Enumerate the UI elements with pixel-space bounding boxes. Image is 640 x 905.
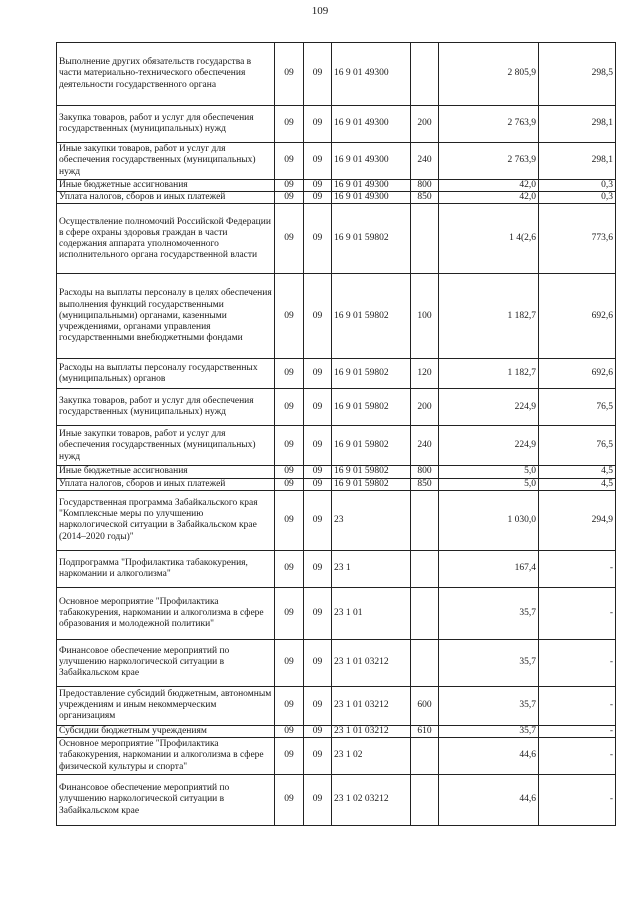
row-amount-planned: 44,6 xyxy=(439,738,539,775)
row-amount-planned: 35,7 xyxy=(439,725,539,737)
row-expense-type: 850 xyxy=(411,192,439,204)
table-row xyxy=(57,143,616,180)
table-row xyxy=(57,359,616,389)
row-section: 09 xyxy=(275,639,304,686)
row-amount-planned: 35,7 xyxy=(439,686,539,725)
row-section: 09 xyxy=(275,359,304,389)
row-amount-executed: - xyxy=(539,639,616,686)
row-section: 09 xyxy=(275,775,304,826)
table-row xyxy=(57,478,616,490)
table-row xyxy=(57,490,616,550)
row-amount-executed: - xyxy=(539,686,616,725)
row-name: Иные закупки товаров, работ и услуг для обеспечения государственных (муниципальных) нужд xyxy=(57,426,275,466)
row-expense-type: 120 xyxy=(411,359,439,389)
row-name: Иные бюджетные ассигнования xyxy=(57,180,275,192)
row-target-article: 23 1 xyxy=(332,550,411,587)
row-amount-executed: - xyxy=(539,775,616,826)
row-section: 09 xyxy=(275,550,304,587)
row-amount-executed: 4,5 xyxy=(539,466,616,478)
row-section: 09 xyxy=(275,274,304,359)
row-section: 09 xyxy=(275,204,304,274)
row-subsection: 09 xyxy=(304,775,332,826)
row-expense-type: 240 xyxy=(411,143,439,180)
row-name: Основное мероприятие "Профилактика табакокурения, наркомании и алкоголизма в сфере образования и молодежной политики" xyxy=(57,587,275,639)
row-subsection: 09 xyxy=(304,192,332,204)
row-amount-planned: 42,0 xyxy=(439,192,539,204)
row-name: Иные бюджетные ассигнования xyxy=(57,466,275,478)
row-amount-planned: 2 763,9 xyxy=(439,106,539,143)
table-row xyxy=(57,725,616,737)
row-target-article: 23 1 01 03212 xyxy=(332,686,411,725)
row-target-article: 16 9 01 59802 xyxy=(332,426,411,466)
row-target-article: 23 1 02 03212 xyxy=(332,775,411,826)
row-amount-planned: 2 805,9 xyxy=(439,43,539,106)
row-target-article: 23 1 01 03212 xyxy=(332,639,411,686)
row-amount-planned: 224,9 xyxy=(439,426,539,466)
row-section: 09 xyxy=(275,143,304,180)
row-amount-executed: 298,5 xyxy=(539,43,616,106)
table-row xyxy=(57,106,616,143)
table-row xyxy=(57,192,616,204)
row-amount-executed: 76,5 xyxy=(539,389,616,426)
table-row xyxy=(57,274,616,359)
row-amount-executed: - xyxy=(539,738,616,775)
row-amount-planned: 1 182,7 xyxy=(439,274,539,359)
row-expense-type: 200 xyxy=(411,106,439,143)
row-subsection: 09 xyxy=(304,143,332,180)
row-amount-executed: 298,1 xyxy=(539,106,616,143)
row-expense-type: 600 xyxy=(411,686,439,725)
row-name: Уплата налогов, сборов и иных платежей xyxy=(57,192,275,204)
row-target-article: 16 9 01 49300 xyxy=(332,180,411,192)
row-expense-type xyxy=(411,43,439,106)
row-subsection: 09 xyxy=(304,686,332,725)
row-name: Финансовое обеспечение мероприятий по улучшению наркологической ситуации в Забайкальском крае xyxy=(57,775,275,826)
row-target-article: 23 1 01 03212 xyxy=(332,725,411,737)
row-name: Расходы на выплаты персоналу в целях обеспечения выполнения функций государственными (муниципальными) органами, казенными учреждениями, органами управления государственными внебюджетными фондами xyxy=(57,274,275,359)
row-target-article: 16 9 01 49300 xyxy=(332,106,411,143)
row-subsection: 09 xyxy=(304,478,332,490)
row-target-article: 16 9 01 59802 xyxy=(332,359,411,389)
row-section: 09 xyxy=(275,686,304,725)
row-amount-executed: 692,6 xyxy=(539,359,616,389)
row-subsection: 09 xyxy=(304,359,332,389)
row-subsection: 09 xyxy=(304,274,332,359)
row-amount-executed: 692,6 xyxy=(539,274,616,359)
row-amount-planned: 1 182,7 xyxy=(439,359,539,389)
row-amount-planned: 5,0 xyxy=(439,478,539,490)
row-subsection: 09 xyxy=(304,466,332,478)
row-subsection: 09 xyxy=(304,43,332,106)
row-amount-executed: 298,1 xyxy=(539,143,616,180)
table-row xyxy=(57,639,616,686)
page-number: 109 xyxy=(311,5,329,17)
row-target-article: 16 9 01 49300 xyxy=(332,143,411,180)
row-section: 09 xyxy=(275,192,304,204)
row-target-article: 16 9 01 59802 xyxy=(332,478,411,490)
row-target-article: 16 9 01 59802 xyxy=(332,389,411,426)
row-subsection: 09 xyxy=(304,738,332,775)
budget-table-body xyxy=(57,43,616,826)
row-name: Подпрограмма "Профилактика табакокурения, наркомании и алкоголизма" xyxy=(57,550,275,587)
row-expense-type xyxy=(411,204,439,274)
row-name: Государственная программа Забайкальского края "Комплексные меры по улучшению наркологической ситуации в Забайкальском крае (2014–2020 годы)" xyxy=(57,490,275,550)
row-subsection: 09 xyxy=(304,426,332,466)
row-section: 09 xyxy=(275,180,304,192)
row-name: Расходы на выплаты персоналу государственных (муниципальных) органов xyxy=(57,359,275,389)
row-section: 09 xyxy=(275,43,304,106)
row-name: Финансовое обеспечение мероприятий по улучшению наркологической ситуации в Забайкальском крае xyxy=(57,639,275,686)
row-amount-executed: 0,3 xyxy=(539,180,616,192)
row-name: Закупка товаров, работ и услуг для обеспечения государственных (муниципальных) нужд xyxy=(57,389,275,426)
table-row xyxy=(57,775,616,826)
table-row xyxy=(57,550,616,587)
table-row xyxy=(57,204,616,274)
table-row xyxy=(57,686,616,725)
row-amount-planned: 44,6 xyxy=(439,775,539,826)
row-amount-executed: 0,3 xyxy=(539,192,616,204)
row-name: Основное мероприятие "Профилактика табакокурения, наркомании и алкоголизма в сфере физической культуры и спорта" xyxy=(57,738,275,775)
row-expense-type: 240 xyxy=(411,426,439,466)
row-target-article: 23 1 01 xyxy=(332,587,411,639)
row-subsection: 09 xyxy=(304,490,332,550)
row-amount-planned: 167,4 xyxy=(439,550,539,587)
table-row xyxy=(57,389,616,426)
row-amount-planned: 2 763,9 xyxy=(439,143,539,180)
row-name: Выполнение других обязательств государства в части материально-технического обеспечения деятельности государственного органа xyxy=(57,43,275,106)
row-amount-executed: - xyxy=(539,725,616,737)
row-expense-type xyxy=(411,738,439,775)
row-amount-executed: 773,6 xyxy=(539,204,616,274)
row-target-article: 16 9 01 59802 xyxy=(332,204,411,274)
row-subsection: 09 xyxy=(304,389,332,426)
row-name: Субсидии бюджетным учреждениям xyxy=(57,725,275,737)
row-expense-type xyxy=(411,587,439,639)
row-subsection: 09 xyxy=(304,639,332,686)
row-expense-type xyxy=(411,490,439,550)
table-row xyxy=(57,180,616,192)
row-section: 09 xyxy=(275,426,304,466)
row-target-article: 16 9 01 49300 xyxy=(332,43,411,106)
row-amount-planned: 35,7 xyxy=(439,587,539,639)
row-amount-planned: 42,0 xyxy=(439,180,539,192)
row-target-article: 16 9 01 59802 xyxy=(332,274,411,359)
row-name: Иные закупки товаров, работ и услуг для обеспечения государственных (муниципальных) нужд xyxy=(57,143,275,180)
row-amount-planned: 224,9 xyxy=(439,389,539,426)
row-section: 09 xyxy=(275,490,304,550)
row-amount-executed: 76,5 xyxy=(539,426,616,466)
table-row xyxy=(57,466,616,478)
row-section: 09 xyxy=(275,478,304,490)
table-row xyxy=(57,426,616,466)
row-subsection: 09 xyxy=(304,180,332,192)
row-name: Осуществление полномочий Российской Федерации в сфере охраны здоровья граждан в части содержания аппарата уполномоченного исполнительного органа государственной власти xyxy=(57,204,275,274)
row-expense-type: 100 xyxy=(411,274,439,359)
row-expense-type: 610 xyxy=(411,725,439,737)
row-target-article: 23 xyxy=(332,490,411,550)
row-amount-executed: 4,5 xyxy=(539,478,616,490)
table-row xyxy=(57,587,616,639)
row-section: 09 xyxy=(275,587,304,639)
row-target-article: 16 9 01 49300 xyxy=(332,192,411,204)
budget-table xyxy=(56,42,616,826)
row-subsection: 09 xyxy=(304,106,332,143)
row-subsection: 09 xyxy=(304,587,332,639)
table-row xyxy=(57,43,616,106)
row-expense-type xyxy=(411,639,439,686)
row-section: 09 xyxy=(275,725,304,737)
row-amount-planned: 5,0 xyxy=(439,466,539,478)
row-target-article: 16 9 01 59802 xyxy=(332,466,411,478)
row-expense-type: 850 xyxy=(411,478,439,490)
row-expense-type xyxy=(411,550,439,587)
row-expense-type xyxy=(411,775,439,826)
row-name: Уплата налогов, сборов и иных платежей xyxy=(57,478,275,490)
row-name: Закупка товаров, работ и услуг для обеспечения государственных (муниципальных) нужд xyxy=(57,106,275,143)
row-amount-executed: - xyxy=(539,587,616,639)
row-amount-planned: 35,7 xyxy=(439,639,539,686)
row-name: Предоставление субсидий бюджетным, автономным учреждениям и иным некоммерческим организациям xyxy=(57,686,275,725)
row-subsection: 09 xyxy=(304,204,332,274)
row-section: 09 xyxy=(275,738,304,775)
row-subsection: 09 xyxy=(304,725,332,737)
row-amount-executed: - xyxy=(539,550,616,587)
row-subsection: 09 xyxy=(304,550,332,587)
row-target-article: 23 1 02 xyxy=(332,738,411,775)
row-section: 09 xyxy=(275,466,304,478)
row-expense-type: 800 xyxy=(411,180,439,192)
row-section: 09 xyxy=(275,106,304,143)
row-amount-executed: 294,9 xyxy=(539,490,616,550)
row-section: 09 xyxy=(275,389,304,426)
row-expense-type: 200 xyxy=(411,389,439,426)
row-amount-planned: 1 030,0 xyxy=(439,490,539,550)
row-amount-planned: 1 4(2,6 xyxy=(439,204,539,274)
row-expense-type: 800 xyxy=(411,466,439,478)
table-row xyxy=(57,738,616,775)
